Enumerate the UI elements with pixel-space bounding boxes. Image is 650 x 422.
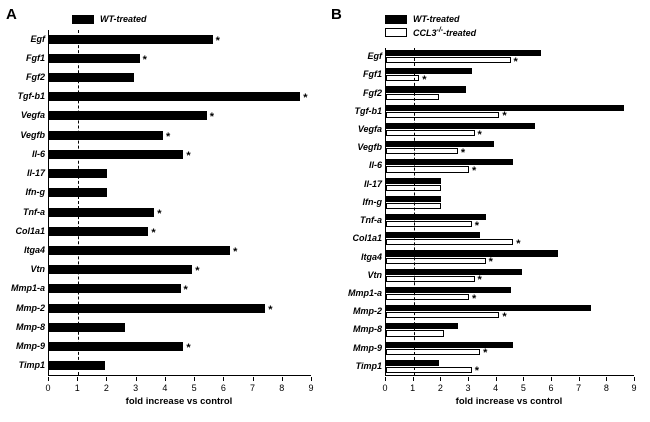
x-axis-tick-label: 2 bbox=[437, 383, 443, 393]
bar-row bbox=[23, 203, 311, 222]
bar-row bbox=[353, 303, 634, 323]
significance-marker: * bbox=[477, 128, 482, 141]
bar-row bbox=[353, 340, 634, 360]
x-axis-tick-label: 4 bbox=[493, 383, 499, 393]
category-label: Timp1 bbox=[355, 360, 382, 371]
bar-wt-treated bbox=[49, 111, 207, 120]
bar-row bbox=[26, 165, 311, 184]
bar-ccl3-treated bbox=[386, 148, 458, 154]
category-label: Vegfa bbox=[20, 110, 45, 121]
panel-a-letter: A bbox=[6, 6, 17, 23]
bar-row bbox=[20, 126, 311, 145]
category-label: Itga4 bbox=[23, 245, 45, 256]
category-label: Il-17 bbox=[26, 168, 45, 179]
category-label: Col1a1 bbox=[352, 233, 382, 244]
bar-wt-treated bbox=[386, 269, 522, 275]
bar-wt-treated bbox=[49, 265, 192, 274]
bar-wt-treated bbox=[49, 92, 300, 101]
significance-marker: * bbox=[460, 146, 466, 159]
plot-area-panel-b bbox=[347, 48, 634, 378]
x-axis-tick-label: 0 bbox=[45, 383, 51, 393]
bar-row bbox=[347, 285, 634, 305]
bar-wt-treated bbox=[49, 323, 125, 332]
bar-row bbox=[20, 107, 311, 126]
x-axis-tick-label: 3 bbox=[133, 383, 139, 393]
bar-row bbox=[368, 157, 634, 177]
category-label: Fgf1 bbox=[26, 52, 45, 63]
bar-row bbox=[357, 121, 634, 141]
bar-row bbox=[352, 230, 634, 250]
category-label: Mmp-9 bbox=[16, 341, 45, 352]
bar-row bbox=[17, 88, 311, 107]
category-label: Mmp-2 bbox=[353, 306, 382, 317]
legend-item bbox=[385, 14, 476, 24]
bar-row bbox=[362, 194, 634, 212]
bar-wt-treated bbox=[49, 35, 213, 44]
bar-ccl3-treated bbox=[386, 258, 486, 264]
x-axis-tick bbox=[440, 377, 441, 381]
bar-wt-treated bbox=[386, 68, 472, 74]
bar-row bbox=[367, 48, 634, 68]
significance-marker: * bbox=[151, 226, 156, 239]
bar-wt-treated bbox=[386, 342, 513, 348]
bar-wt-treated bbox=[386, 323, 458, 329]
significance-marker: * bbox=[472, 292, 477, 305]
significance-marker: * bbox=[513, 55, 518, 68]
bar-row bbox=[10, 280, 311, 299]
significance-marker: * bbox=[422, 73, 427, 86]
x-axis-tick-label: 9 bbox=[631, 383, 637, 393]
bar-ccl3-treated bbox=[386, 330, 444, 336]
legend-item bbox=[385, 27, 476, 38]
significance-marker: * bbox=[165, 130, 171, 143]
x-axis-title-panel-a: fold increase vs control bbox=[125, 396, 233, 407]
category-label: Egf bbox=[30, 33, 45, 44]
bar-row bbox=[354, 103, 634, 123]
category-label: Vegfb bbox=[357, 142, 382, 153]
legend-swatch-open bbox=[385, 28, 407, 37]
x-axis-tick-label: 5 bbox=[191, 383, 197, 393]
bar-row bbox=[363, 176, 634, 194]
bar-wt-treated bbox=[49, 208, 154, 217]
significance-marker: * bbox=[268, 303, 273, 316]
bar-wt-treated bbox=[386, 123, 535, 129]
bar-row bbox=[16, 318, 311, 337]
bar-ccl3-treated bbox=[386, 130, 475, 136]
bar-row bbox=[363, 84, 634, 102]
category-label: Fgf2 bbox=[363, 87, 382, 98]
x-axis-tick bbox=[413, 377, 414, 381]
bar-wt-treated bbox=[49, 54, 140, 63]
panel-b bbox=[325, 0, 650, 422]
bar-row bbox=[30, 30, 311, 49]
bar-wt-treated bbox=[386, 159, 513, 165]
bar-row bbox=[360, 248, 634, 269]
x-axis-tick bbox=[223, 377, 224, 381]
category-label: Fgf1 bbox=[363, 69, 382, 80]
bar-row bbox=[355, 358, 634, 378]
bar-wt-treated bbox=[49, 304, 265, 313]
bar-row bbox=[23, 241, 311, 260]
bar-row bbox=[26, 68, 311, 87]
category-label: Mmp-2 bbox=[16, 302, 45, 313]
bar-row bbox=[353, 321, 634, 339]
bar-row bbox=[357, 139, 634, 159]
bar-wt-treated bbox=[386, 86, 466, 92]
significance-marker: * bbox=[209, 111, 215, 124]
category-label: Tnf-a bbox=[23, 206, 45, 217]
x-axis-tick bbox=[523, 377, 524, 381]
category-label: Mmp-8 bbox=[16, 321, 45, 332]
significance-marker: * bbox=[157, 207, 162, 220]
category-label: Vtn bbox=[30, 264, 45, 275]
x-axis-tick-label: 7 bbox=[576, 383, 582, 393]
significance-marker: * bbox=[502, 110, 507, 123]
x-axis-tick bbox=[385, 377, 386, 381]
x-axis-tick-label: 8 bbox=[603, 383, 609, 393]
bar-row bbox=[16, 338, 311, 357]
x-axis-tick-label: 6 bbox=[220, 383, 226, 393]
x-axis-tick bbox=[165, 377, 166, 381]
x-axis-tick bbox=[282, 377, 283, 381]
reference-line-panel-a bbox=[78, 30, 79, 375]
bar-wt-treated bbox=[386, 360, 439, 366]
x-axis-tick bbox=[48, 377, 49, 381]
significance-marker: * bbox=[183, 284, 188, 297]
significance-marker: * bbox=[233, 246, 238, 259]
legend-label: WT-treated bbox=[100, 14, 147, 24]
x-axis-tick-label: 7 bbox=[250, 383, 256, 393]
x-axis-tick bbox=[136, 377, 137, 381]
legend-label: WT-treated bbox=[413, 14, 460, 24]
x-axis-tick-label: 9 bbox=[308, 383, 314, 393]
panel-b-letter: B bbox=[331, 6, 342, 23]
bar-ccl3-treated bbox=[386, 57, 511, 63]
significance-marker: * bbox=[477, 274, 482, 287]
bar-ccl3-treated bbox=[386, 349, 480, 355]
legend-swatch-filled bbox=[72, 15, 94, 24]
significance-marker: * bbox=[142, 53, 147, 66]
bar-ccl3-treated bbox=[386, 294, 469, 300]
x-axis-tick-label: 3 bbox=[465, 383, 471, 393]
bar-wt-treated bbox=[386, 250, 558, 256]
bar-wt-treated bbox=[49, 73, 134, 82]
x-axis-tick-label: 4 bbox=[162, 383, 168, 393]
bar-rows-panel-a bbox=[10, 30, 311, 375]
category-label: Mmp1-a bbox=[10, 283, 45, 294]
category-label: Ifn-g bbox=[362, 196, 382, 207]
category-label: Timp1 bbox=[18, 360, 45, 371]
significance-marker: * bbox=[186, 149, 191, 162]
significance-marker: * bbox=[472, 164, 477, 177]
x-axis-tick-label: 1 bbox=[410, 383, 416, 393]
significance-marker: * bbox=[215, 34, 220, 47]
significance-marker: * bbox=[483, 347, 488, 360]
significance-marker: * bbox=[488, 256, 493, 269]
significance-marker: * bbox=[474, 219, 480, 232]
x-axis-tick bbox=[106, 377, 107, 381]
legend-panel-b bbox=[385, 14, 476, 41]
category-label: Itga4 bbox=[360, 251, 382, 262]
significance-marker: * bbox=[195, 265, 200, 278]
category-label: Ifn-g bbox=[25, 187, 45, 198]
significance-marker: * bbox=[516, 237, 521, 250]
bar-row bbox=[16, 299, 311, 318]
x-axis-tick bbox=[311, 377, 312, 381]
category-label: Egf bbox=[367, 51, 382, 62]
category-label: Tnf-a bbox=[360, 215, 382, 226]
x-axis-tick bbox=[606, 377, 607, 381]
bar-wt-treated bbox=[386, 141, 494, 147]
x-axis-tick-label: 8 bbox=[279, 383, 285, 393]
category-label: Il-6 bbox=[31, 148, 45, 159]
category-label: Mmp-9 bbox=[353, 342, 382, 353]
category-label: Il-17 bbox=[363, 178, 382, 189]
bar-ccl3-treated bbox=[386, 221, 472, 227]
category-label: Il-6 bbox=[368, 160, 382, 171]
bar-wt-treated bbox=[49, 150, 183, 159]
bar-ccl3-treated bbox=[386, 367, 472, 373]
bar-rows-panel-b bbox=[347, 48, 634, 378]
category-label: Col1a1 bbox=[15, 225, 45, 236]
category-label: Tgf-b1 bbox=[17, 91, 45, 102]
significance-marker: * bbox=[186, 342, 191, 355]
bar-ccl3-treated bbox=[386, 239, 513, 245]
bar-row bbox=[18, 357, 311, 376]
x-axis-tick bbox=[468, 377, 469, 381]
legend-item bbox=[72, 14, 147, 24]
bar-wt-treated bbox=[49, 131, 163, 140]
category-label: Vegfb bbox=[20, 129, 45, 140]
bar-ccl3-treated bbox=[386, 94, 439, 100]
category-label: Fgf2 bbox=[26, 72, 45, 83]
x-axis-tick-label: 5 bbox=[520, 383, 526, 393]
bar-ccl3-treated bbox=[386, 112, 499, 118]
legend-swatch-filled bbox=[385, 15, 407, 24]
category-label: Mmp-8 bbox=[353, 324, 382, 335]
x-axis-tick-label: 6 bbox=[548, 383, 554, 393]
x-axis-title-panel-b: fold increase vs control bbox=[455, 396, 563, 407]
bar-ccl3-treated bbox=[386, 166, 469, 172]
category-label: Mmp1-a bbox=[347, 287, 382, 298]
plot-area-panel-a bbox=[10, 30, 311, 376]
x-axis-tick bbox=[551, 377, 552, 381]
bar-wt-treated bbox=[49, 361, 105, 370]
bar-wt-treated bbox=[386, 287, 511, 293]
category-label: Vtn bbox=[367, 269, 382, 280]
legend-panel-a bbox=[72, 14, 147, 27]
bar-row bbox=[31, 145, 311, 164]
significance-marker: * bbox=[474, 365, 480, 378]
bar-row bbox=[26, 49, 311, 68]
bar-wt-treated bbox=[49, 227, 148, 236]
bar-row bbox=[367, 267, 634, 287]
bar-row bbox=[15, 222, 311, 241]
bar-wt-treated bbox=[386, 232, 480, 238]
x-axis-tick-label: 2 bbox=[103, 383, 109, 393]
x-axis-tick bbox=[634, 377, 635, 381]
reference-line-panel-b bbox=[414, 48, 415, 375]
significance-marker: * bbox=[303, 92, 308, 105]
x-axis-tick bbox=[194, 377, 195, 381]
bar-ccl3-treated bbox=[386, 276, 475, 282]
bar-wt-treated bbox=[49, 342, 183, 351]
bar-row bbox=[25, 184, 311, 203]
bar-row bbox=[360, 212, 634, 232]
significance-marker: * bbox=[502, 310, 507, 323]
x-axis-tick bbox=[253, 377, 254, 381]
x-axis-tick bbox=[77, 377, 78, 381]
bar-wt-treated bbox=[49, 246, 230, 255]
bar-wt-treated bbox=[49, 284, 181, 293]
x-axis-tick-label: 1 bbox=[74, 383, 80, 393]
x-axis-tick bbox=[579, 377, 580, 381]
bar-wt-treated bbox=[386, 305, 591, 311]
bar-row bbox=[30, 261, 311, 280]
bar-ccl3-treated bbox=[386, 312, 499, 318]
bar-wt-treated bbox=[386, 214, 486, 220]
category-label: Vegfa bbox=[357, 123, 382, 134]
x-axis-tick-label: 0 bbox=[382, 383, 388, 393]
bar-row bbox=[363, 66, 634, 86]
legend-label: CCL3-/--treated bbox=[413, 27, 477, 38]
x-axis-tick bbox=[496, 377, 497, 381]
category-label: Tgf-b1 bbox=[354, 105, 382, 116]
